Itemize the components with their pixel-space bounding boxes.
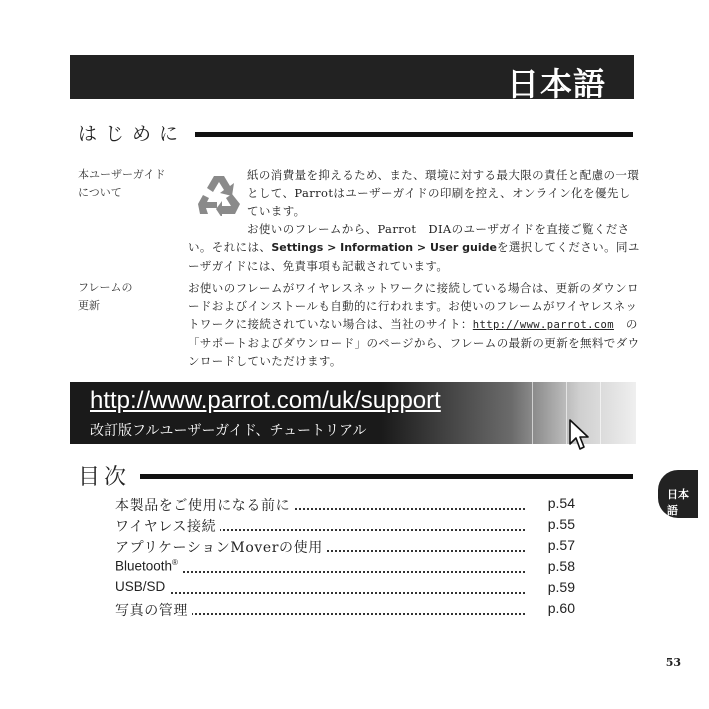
support-banner — [70, 382, 636, 444]
update-label-line1: フレームの — [78, 281, 133, 294]
language-side-tab — [658, 470, 698, 518]
toc-item-label: 本製品をご使用になる前に — [115, 495, 294, 515]
toc-heading: 目次 — [78, 465, 131, 490]
guide-label — [78, 166, 188, 202]
toc-item[interactable] — [115, 537, 575, 557]
toc-item-page: p.54 — [547, 495, 575, 511]
guide-p2-pre: お使いのフレームから、Parrot DIAのユーザガイドを直接ご覧ください。それには、 — [188, 222, 630, 254]
banner-tile — [600, 382, 635, 444]
banner-tile — [532, 382, 567, 444]
toc-item[interactable] — [115, 558, 575, 578]
toc-item-page: p.60 — [547, 600, 575, 616]
guide-label-line2: について — [78, 186, 122, 199]
toc-item-page: p.59 — [547, 579, 575, 595]
update-text — [188, 279, 640, 370]
registered-mark: ® — [172, 558, 178, 567]
toc-item[interactable] — [115, 579, 575, 599]
toc-item-page: p.57 — [547, 537, 575, 553]
guide-paragraph-1: 紙の消費量を抑えるため、また、環境に対する最大限の責任と配慮の一環として、Parrotはユーザーガイドの印刷を控え、オンライン化を優先しています。 — [247, 168, 640, 218]
guide-p2-post: を選択してください。同ユーザガイドには、免責事項も記載されています。 — [188, 240, 640, 273]
toc-item-label — [115, 558, 182, 574]
toc-heading-rule — [140, 474, 633, 479]
toc-item-label: アプリケーションMoverの使用 — [115, 537, 327, 557]
toc-item-label-text: Bluetooth — [115, 558, 173, 574]
toc-item-page: p.58 — [547, 558, 575, 574]
support-url-link[interactable]: http://www.parrot.com/uk/support — [90, 387, 441, 414]
toc-leader — [115, 592, 525, 594]
guide-label-line1: 本ユーザーガイド — [78, 168, 166, 181]
toc-item-label: USB/SD — [115, 579, 169, 594]
toc-item-label: 写真の管理 — [115, 600, 192, 620]
support-subtitle: 改訂版フルユーザーガイド、チュートリアル — [90, 423, 367, 439]
guide-text — [188, 166, 640, 275]
side-tab-label: 日本語 — [667, 488, 689, 517]
toc-item[interactable] — [115, 516, 575, 536]
update-text-pre: お使いのフレームがワイヤレスネットワークに接続している場合は、更新のダウンロードおよびインストールも自動的に行われます。お使いのフレームがワイヤレスネットワークに接続されていない場合は、当社のサイト： — [188, 281, 639, 331]
toc-item-label: ワイヤレス接続 — [115, 516, 220, 536]
guide-paragraph-2 — [188, 220, 640, 275]
language-title: 日本語 — [506, 65, 606, 103]
update-text-post: の「サポートおよびダウンロード」のページから、フレームの最新の更新を無料でダウンロードしていただけます。 — [188, 317, 640, 368]
page-number: 53 — [665, 656, 681, 669]
toc-item[interactable] — [115, 495, 575, 515]
toc-item-page: p.55 — [547, 516, 575, 532]
toc-item[interactable] — [115, 600, 575, 620]
parrot-site-link[interactable]: http://www.parrot.com — [472, 319, 614, 331]
intro-heading-rule — [195, 132, 633, 137]
intro-heading: はじめに — [78, 123, 187, 145]
language-banner — [70, 55, 634, 103]
guide-menu-path: Settings > Information > User guide — [271, 241, 497, 254]
update-label — [78, 279, 188, 315]
cursor-arrow-icon — [568, 418, 590, 452]
update-label-line2: 更新 — [78, 299, 100, 312]
